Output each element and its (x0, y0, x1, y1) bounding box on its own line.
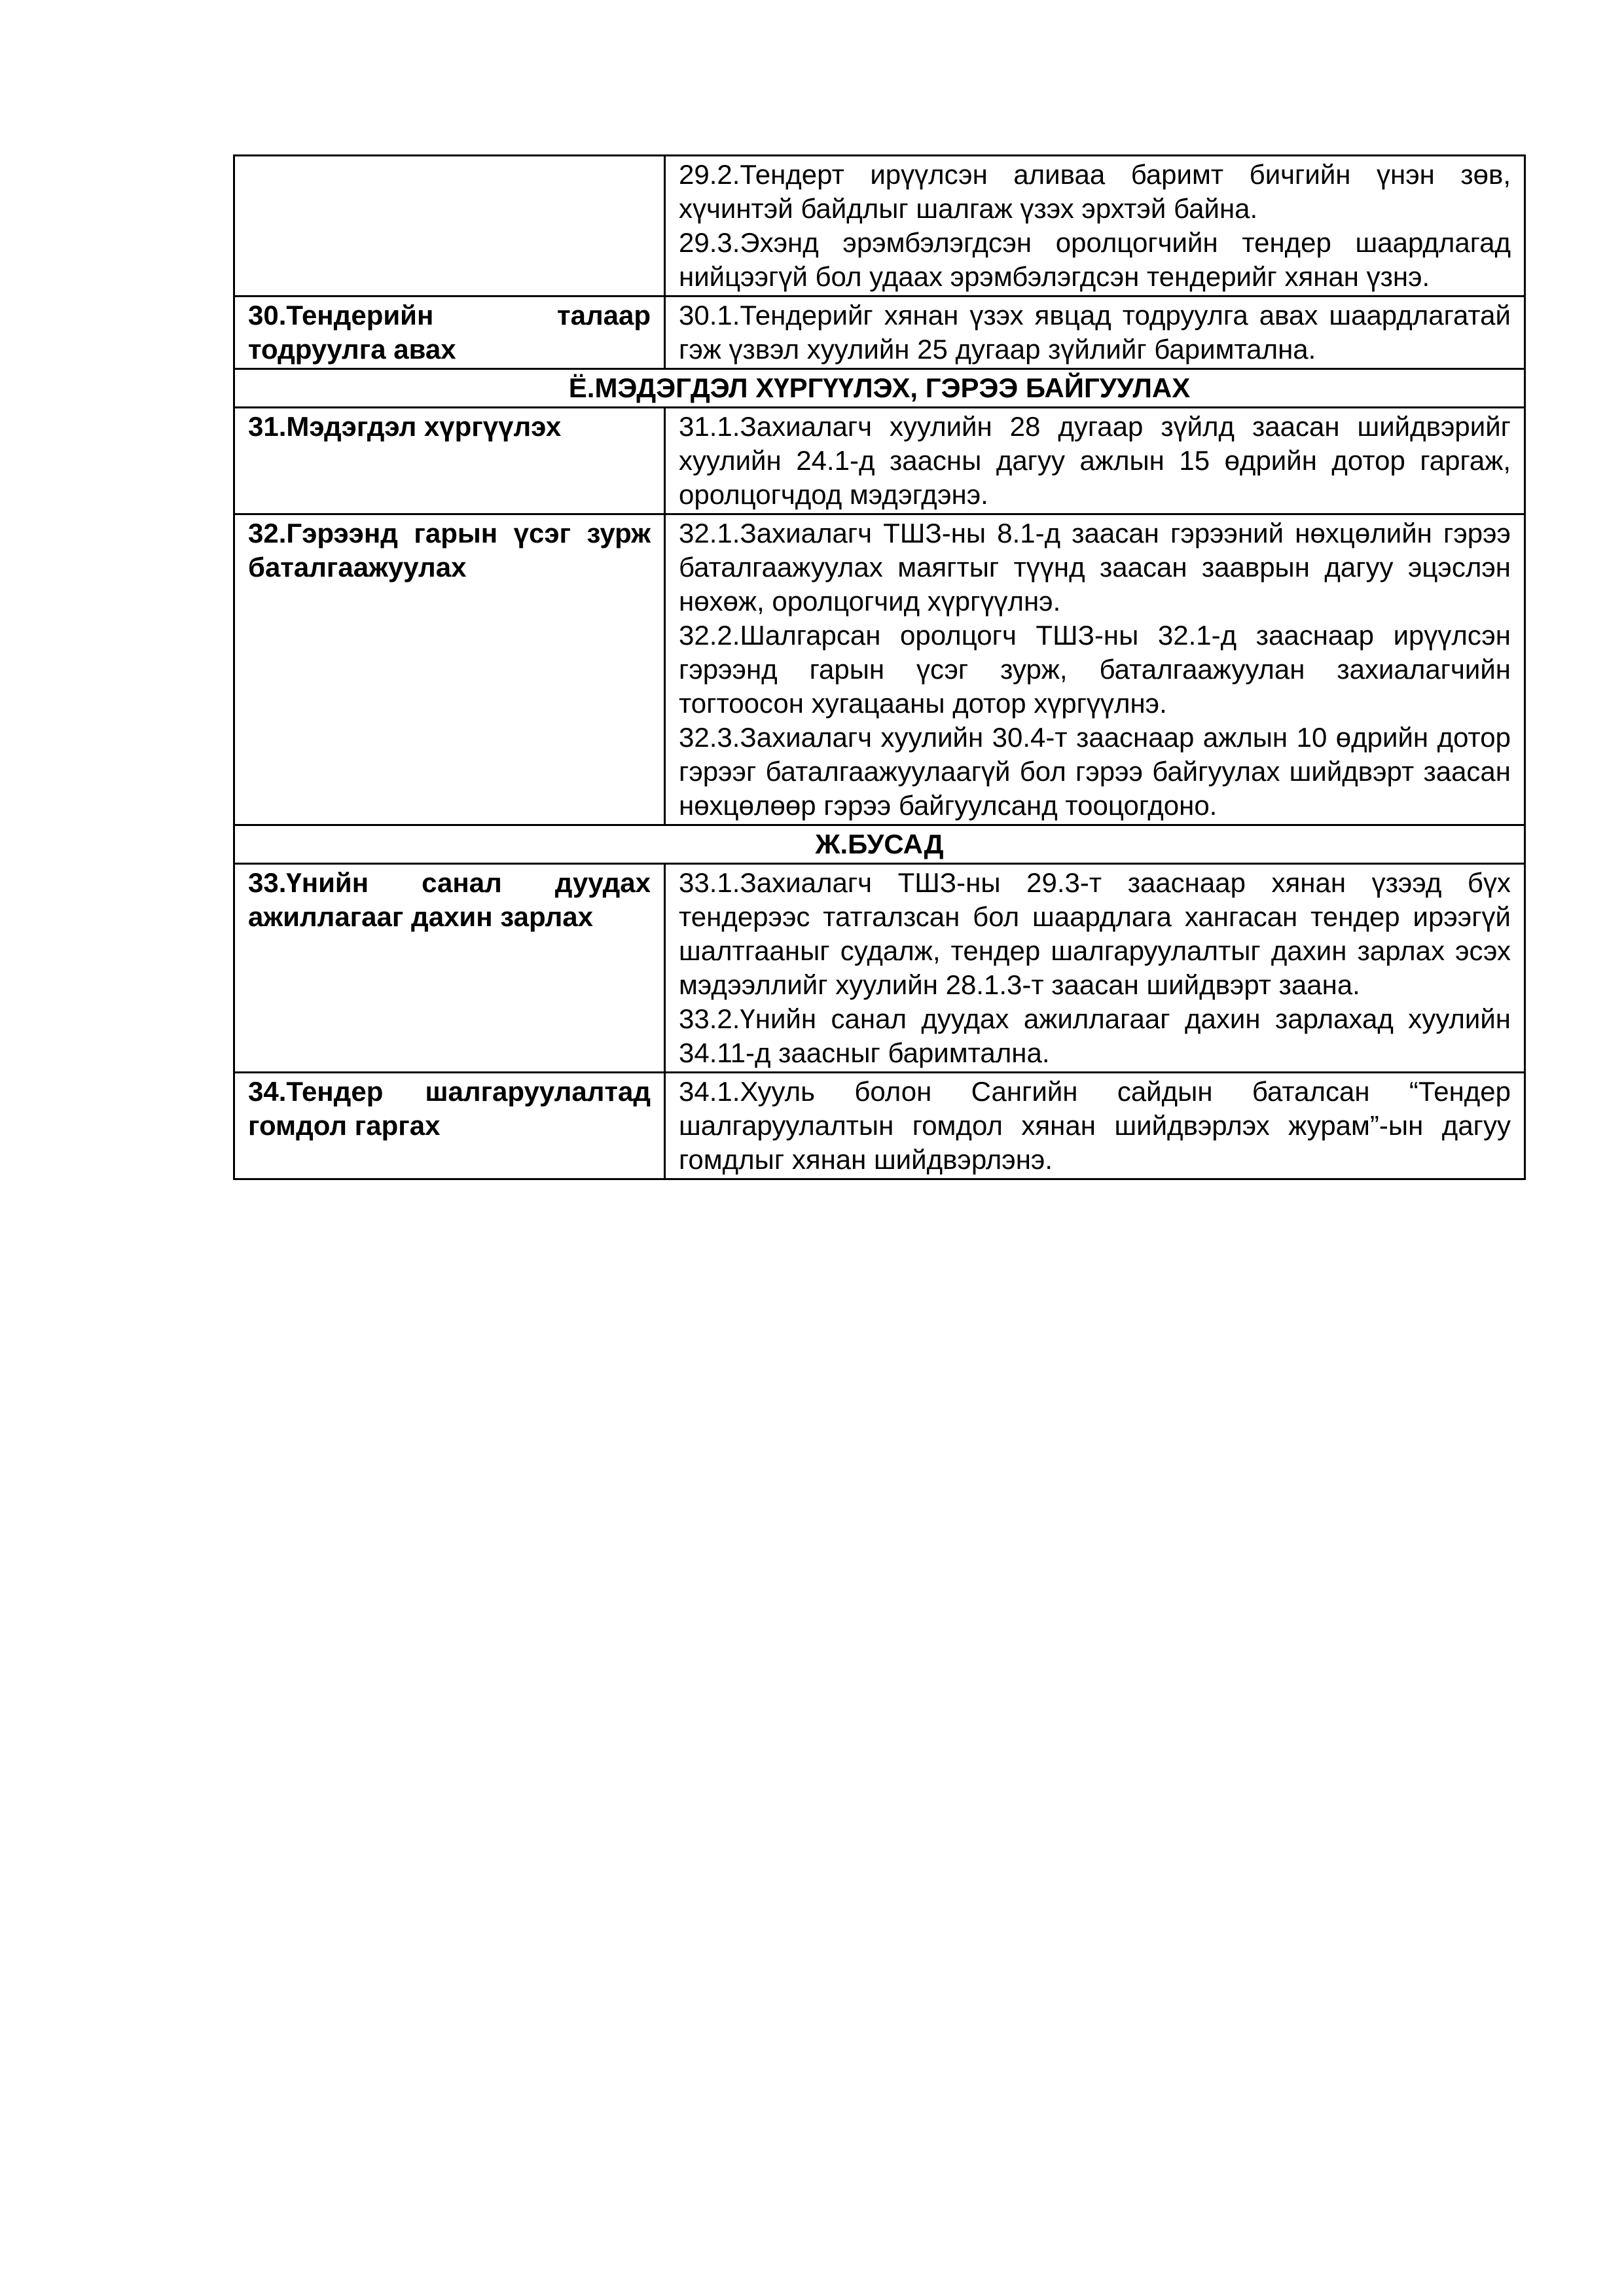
section-heading: Ё.МЭДЭГДЭЛ ХҮРГҮҮЛЭХ, ГЭРЭЭ БАЙГУУЛАХ (234, 369, 1525, 408)
article-content (665, 514, 1525, 825)
article-content (665, 408, 1525, 514)
section-heading-row (234, 825, 1525, 864)
table-row (234, 864, 1525, 1073)
article-paragraph: 29.3.Эхэнд эрэмбэлэгдсэн оролцогчийн тендер шаардлагад нийцээгүй бол удаах эрэмбэлэгдсэн тендерийг хянан үзнэ. (679, 227, 1511, 292)
table-row (234, 1073, 1525, 1179)
article-paragraph: 31.1.Захиалагч хуулийн 28 дугаар зүйлд заасан шийдвэрийг хуулийн 24.1-д заасны дагуу ажлын 15 өдрийн дотор гаргаж, оролцогчдод мэдэгдэнэ. (679, 411, 1511, 510)
regulation-table (233, 154, 1526, 1180)
article-content (665, 1073, 1525, 1179)
article-paragraph: 32.3.Захиалагч хуулийн 30.4-т зааснаар ажлын 10 өдрийн дотор гэрээг баталгаажуулаагүй бол гэрээ байгуулах шийдвэрт заасан нөхцөлөөр гэрээ байгуулсанд тооцогдоно. (679, 722, 1511, 821)
table-row (234, 296, 1525, 369)
article-title: 30.Тендерийн талаар тодруулга авах (234, 296, 665, 369)
section-heading-row (234, 369, 1525, 408)
article-content (665, 296, 1525, 369)
article-paragraph: 33.2.Үнийн санал дуудах ажиллагааг дахин зарлахад хуулийн 34.11-д заасныг баримтална. (679, 1003, 1511, 1068)
article-paragraph: 34.1.Хууль болон Сангийн сайдын баталсан “Тендер шалгаруулалтын гомдол хянан шийдвэрлэх журам”-ын дагуу гомдлыг хянан шийдвэрлэнэ. (679, 1076, 1511, 1175)
article-title: 31.Мэдэгдэл хүргүүлэх (234, 408, 665, 514)
article-title: 33.Үнийн санал дуудах ажиллагааг дахин зарлах (234, 864, 665, 1073)
article-paragraph: 32.1.Захиалагч ТШЗ-ны 8.1-д заасан гэрээний нөхцөлийн гэрээ баталгаажуулах маягтыг түүнд заасан зааврын дагуу эцэслэн нөхөж, оролцогчид хүргүүлнэ. (679, 518, 1511, 617)
table-body (234, 156, 1525, 1179)
article-content (665, 864, 1525, 1073)
article-title: 32.Гэрээнд гарын үсэг зурж баталгаажуулах (234, 514, 665, 825)
article-paragraph: 32.2.Шалгарсан оролцогч ТШЗ-ны 32.1-д зааснаар ирүүлсэн гэрээнд гарын үсэг зурж, баталгаажуулан захиалагчийн тогтоосон хугацааны дотор хүргүүлнэ. (679, 620, 1511, 719)
article-content (665, 156, 1525, 296)
article-paragraph: 29.2.Тендерт ирүүлсэн аливаа баримт бичгийн үнэн зөв, хүчинтэй байдлыг шалгаж үзэх эрхтэй байна. (679, 159, 1511, 224)
article-paragraph: 33.1.Захиалагч ТШЗ-ны 29.3-т зааснаар хянан үзээд бүх тендерээс татгалзсан бол шаардлага хангасан тендер ирээгүй шалтгааныг судалж, тендер шалгаруулалтыг дахин зарлах эсэх мэдээллийг хуулийн 28.1.3-т заасан шийдвэрт заана. (679, 867, 1511, 1000)
table-row (234, 156, 1525, 296)
article-title (234, 156, 665, 296)
table-row (234, 514, 1525, 825)
article-title: 34.Тендер шалгаруулалтад гомдол гаргах (234, 1073, 665, 1179)
section-heading: Ж.БУСАД (234, 825, 1525, 864)
article-paragraph: 30.1.Тендерийг хянан үзэх явцад тодруулга авах шаардлагатай гэж үзвэл хуулийн 25 дугаар зүйлийг баримтална. (679, 300, 1511, 365)
table-row (234, 408, 1525, 514)
